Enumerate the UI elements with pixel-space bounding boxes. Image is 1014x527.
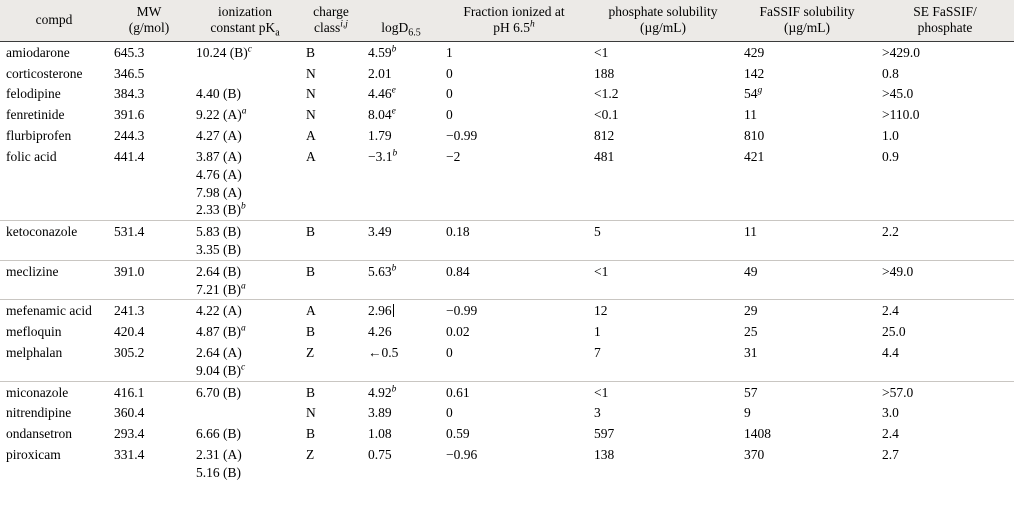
cell-logd: 1.08 — [368, 426, 392, 442]
cell-se-ratio: 2.4 — [882, 426, 899, 442]
pka-value: 3.35 (B) — [196, 241, 241, 257]
cell-charge-class: B — [300, 260, 362, 300]
table-row — [0, 63, 1014, 84]
footnote-marker: b — [241, 201, 246, 212]
cell-logd: 4.46e — [368, 85, 396, 102]
footnote-marker: c — [241, 362, 246, 373]
cell-fassif-solubility: 9 — [744, 405, 751, 421]
cell-logd: 8.04e — [368, 106, 396, 123]
cell-fassif-solubility: 11 — [744, 107, 757, 123]
table-row — [0, 321, 1014, 342]
cell-phosphate-solubility: 1 — [594, 324, 601, 340]
cell-fraction-ionized: 0 — [446, 405, 453, 421]
pka-value: 4.22 (A) — [196, 303, 242, 319]
cell-molecular-weight: 244.3 — [114, 128, 145, 144]
footnote-marker: a — [241, 106, 247, 117]
cell-fraction-ionized: 0 — [446, 65, 453, 81]
cell-fassif-solubility: 1408 — [744, 426, 771, 442]
cell-logd: 0.75 — [368, 447, 392, 463]
cell-molecular-weight: 241.3 — [114, 303, 145, 319]
cell-pka — [190, 300, 300, 321]
cell-fassif-solubility: 142 — [744, 65, 765, 81]
cell-compound-name: flurbiprofen — [6, 128, 72, 144]
table-header — [0, 0, 1014, 41]
cell-charge-class: N — [306, 65, 316, 81]
cell-compound-name: piroxicam — [6, 447, 61, 463]
cell-fraction-ionized: 0 — [440, 342, 588, 381]
cell-logd: 4.59$^b$ — [368, 44, 397, 60]
cell-logd: 1.79 — [368, 128, 392, 144]
cell-charge-class: A — [300, 146, 362, 221]
pka-value: 6.66 (B) — [196, 426, 241, 442]
header-charge-class: charge class$^{i,j}$ — [300, 0, 362, 41]
cell-logd: −3.1$^b$ — [362, 146, 440, 221]
header-logd: logD$_{6.5}$ — [362, 0, 440, 41]
table-row — [0, 221, 1014, 261]
cell-pka — [190, 444, 300, 483]
cell-fraction-ionized: 0.02 — [446, 324, 470, 340]
cell-fassif-solubility: 11 — [738, 221, 876, 261]
cell-se-ratio: 2.2 — [876, 221, 1014, 261]
cell-compound-name: nitrendipine — [6, 405, 72, 421]
pka-value: 2.33 $(B)^b$ — [196, 201, 246, 218]
cell-phosphate-solubility: 7 — [588, 342, 738, 381]
cell-fraction-ionized: 0.84 — [440, 260, 588, 300]
table-row — [0, 146, 1014, 221]
cell-charge-class: B — [306, 44, 316, 60]
cell-phosphate-solubility: <1 — [594, 44, 609, 60]
pka-value: 9.22 $(A)^a$ — [196, 106, 247, 123]
cell-phosphate-solubility: 812 — [594, 128, 615, 144]
cell-fassif-solubility: 429 — [744, 44, 765, 60]
cell-pka — [190, 63, 300, 84]
cell-molecular-weight: 384.3 — [114, 86, 145, 102]
cell-charge-class: N — [306, 405, 316, 421]
table-body — [0, 41, 1014, 482]
cell-se-ratio: >57.0 — [882, 384, 914, 400]
cell-fraction-ionized: 1 — [446, 44, 453, 60]
cell-logd: 5.63$^b$ — [362, 260, 440, 300]
pka-value: 5.16 (B) — [196, 464, 241, 480]
cell-molecular-weight: 293.4 — [114, 426, 145, 442]
cell-charge-class: A — [306, 303, 316, 319]
table-row — [0, 83, 1014, 104]
text-cursor — [393, 304, 394, 317]
cell-se-ratio: 0.9 — [876, 146, 1014, 221]
cell-fassif-solubility: 31 — [738, 342, 876, 381]
cell-compound-name: mefenamic acid — [6, 303, 92, 319]
cell-molecular-weight: 360.4 — [114, 405, 145, 421]
cell-fraction-ionized: 0.61 — [446, 384, 470, 400]
cell-fassif-solubility: 57 — [744, 384, 758, 400]
cell-se-ratio: >429.0 — [882, 44, 920, 60]
cell-compound-name: miconazole — [6, 384, 69, 400]
cell-pka — [190, 402, 300, 423]
cell-molecular-weight: 391.6 — [114, 107, 145, 123]
pka-value: 5.83 (B) — [196, 224, 241, 240]
cell-pka — [190, 221, 300, 261]
pka-value: 7.21 $(B)^a$ — [196, 281, 246, 297]
table-row — [0, 260, 1014, 300]
cell-logd: 3.89 — [368, 405, 392, 421]
cell-charge-class: Z — [300, 342, 362, 381]
cell-compound-name: ondansetron — [6, 426, 72, 442]
cell-pka — [190, 423, 300, 444]
pka-value: 7.98 (A) — [196, 184, 242, 200]
cell-molecular-weight: 416.1 — [114, 384, 145, 400]
cell-charge-class: Z — [306, 447, 315, 463]
cell-phosphate-solubility: <0.1 — [594, 107, 619, 123]
pka-value: 4.27 (A) — [196, 128, 242, 144]
footnote-marker: a — [241, 281, 246, 292]
pka-value: 2.64 (A) — [196, 345, 242, 361]
cell-compound-name: amiodarone — [6, 44, 70, 60]
cell-phosphate-solubility: 188 — [594, 65, 615, 81]
cell-pka — [190, 342, 300, 381]
cell-pka — [190, 321, 300, 342]
cell-pka — [190, 146, 300, 221]
cell-molecular-weight: 645.3 — [114, 44, 145, 60]
table-row — [0, 342, 1014, 381]
cell-phosphate-solubility: 597 — [594, 426, 615, 442]
cell-logd: 4.92$^b$ — [368, 384, 397, 400]
header-fraction-ionized: Fraction ionized at pH 6.5$^h$ — [440, 0, 588, 41]
header-se-ratio: SE FaSSIF/ phosphate — [876, 0, 1014, 41]
cell-fassif-solubility: 421 — [738, 146, 876, 221]
table-row — [0, 104, 1014, 125]
cell-se-ratio: >110.0 — [882, 107, 920, 123]
table-row — [0, 423, 1014, 444]
cell-se-ratio: 0.8 — [882, 65, 899, 81]
cell-molecular-weight: 441.4 — [108, 146, 190, 221]
pka-value: 9.04 $(B)^c$ — [196, 362, 246, 378]
cell-molecular-weight: 305.2 — [108, 342, 190, 381]
header-fassif-solubility: FaSSIF solubility (µg/mL) — [738, 0, 876, 41]
cell-fassif-solubility: 810 — [744, 128, 765, 144]
cell-se-ratio: 4.4 — [876, 342, 1014, 381]
cell-molecular-weight: 531.4 — [108, 221, 190, 261]
footnote-marker: b — [392, 148, 398, 159]
cell-pka — [190, 41, 300, 62]
cell-se-ratio: 2.4 — [882, 303, 899, 319]
footnote-marker: b — [391, 44, 397, 55]
cell-logd: 2.96 — [368, 303, 392, 319]
cell-se-ratio: 1.0 — [882, 128, 899, 144]
cell-fraction-ionized: −0.99 — [446, 128, 478, 144]
footnote-marker: b — [391, 384, 397, 395]
cell-fraction-ionized: 0 — [446, 107, 453, 123]
cell-se-ratio: 3.0 — [882, 405, 899, 421]
cell-fraction-ionized: −0.96 — [446, 447, 478, 463]
pka-value: 4.76 (A) — [196, 166, 242, 182]
table-row — [0, 125, 1014, 146]
cell-se-ratio: 25.0 — [882, 324, 906, 340]
cell-charge-class: B — [306, 384, 316, 400]
table-row — [0, 402, 1014, 423]
cell-fraction-ionized: 0.59 — [446, 426, 470, 442]
pka-value: 4.87 $(B)^a$ — [196, 323, 246, 340]
cell-phosphate-solubility: 3 — [594, 405, 601, 421]
header-row — [0, 0, 1014, 41]
cell-compound-name: ketoconazole — [0, 221, 108, 261]
cell-phosphate-solubility: 481 — [588, 146, 738, 221]
cell-fraction-ionized: −2 — [440, 146, 588, 221]
cell-compound-name: fenretinide — [6, 107, 65, 123]
cell-charge-class: B — [300, 221, 362, 261]
cell-compound-name: felodipine — [6, 86, 61, 102]
table-row — [0, 381, 1014, 402]
table-row — [0, 300, 1014, 321]
table-row — [0, 41, 1014, 62]
cell-fraction-ionized: 0.18 — [440, 221, 588, 261]
cell-se-ratio: 2.7 — [882, 447, 899, 463]
pka-value: 3.87 (A) — [196, 148, 242, 164]
header-compd: compd — [0, 0, 108, 41]
cell-phosphate-solubility: <1 — [588, 260, 738, 300]
pka-value: 2.31 (A) — [196, 447, 242, 463]
cell-fassif-solubility: 370 — [744, 447, 765, 463]
cell-charge-class: N — [306, 86, 316, 102]
cell-charge-class: B — [306, 426, 316, 442]
footnote-marker: a — [241, 323, 246, 334]
cell-fassif-solubility: 49 — [738, 260, 876, 300]
footnote-marker: g — [757, 85, 763, 96]
cell-logd: 3.49 — [362, 221, 440, 261]
cell-phosphate-solubility: 138 — [594, 447, 615, 463]
cell-se-ratio: >45.0 — [882, 86, 914, 102]
cell-se-ratio: >49.0 — [876, 260, 1014, 300]
cell-logd: 2.01 — [368, 65, 392, 81]
cell-pka — [190, 260, 300, 300]
cell-phosphate-solubility: 5 — [588, 221, 738, 261]
footnote-marker: c — [247, 44, 252, 55]
footnote-marker: b — [391, 263, 397, 274]
cell-fassif-solubility: 25 — [744, 324, 758, 340]
cell-charge-class: B — [306, 324, 316, 340]
cell-phosphate-solubility: <1.2 — [594, 86, 619, 102]
cell-fraction-ionized: −0.99 — [446, 303, 478, 319]
cell-compound-name: corticosterone — [6, 65, 83, 81]
cell-fassif-solubility: 54$^g$ — [744, 85, 763, 102]
cell-molecular-weight: 391.0 — [108, 260, 190, 300]
cell-charge-class: A — [306, 128, 316, 144]
cell-phosphate-solubility: 12 — [594, 303, 608, 319]
cell-molecular-weight: 331.4 — [114, 447, 145, 463]
cell-pka — [190, 104, 300, 125]
footnote-marker: e — [391, 106, 396, 117]
cell-molecular-weight: 346.5 — [114, 65, 145, 81]
pka-value: 10.24 $(B)^c$ — [196, 44, 252, 60]
cell-molecular-weight: 420.4 — [114, 324, 145, 340]
cell-pka — [190, 83, 300, 104]
cell-logd: 4.26 — [368, 324, 392, 340]
cell-fraction-ionized: 0 — [446, 86, 453, 102]
header-pka: ionization constant $pK_a$ — [190, 0, 300, 41]
cell-compound-name: folic acid — [0, 146, 108, 221]
cell-charge-class: N — [306, 107, 316, 123]
pka-value: 6.70 (B) — [196, 384, 241, 400]
pka-value: 4.40 (B) — [196, 86, 241, 102]
cell-logd: ←0.5 — [362, 342, 440, 381]
footnote-marker: e — [391, 85, 396, 96]
cell-compound-name: mefloquin — [6, 324, 62, 340]
cell-compound-name: meclizine — [0, 260, 108, 300]
cell-pka — [190, 381, 300, 402]
header-mw: MW (g/mol) — [108, 0, 190, 41]
cell-fassif-solubility: 29 — [744, 303, 758, 319]
cell-pka — [190, 125, 300, 146]
cell-phosphate-solubility: <1 — [594, 384, 609, 400]
table-row — [0, 444, 1014, 483]
pka-value: 2.64 (B) — [196, 263, 241, 279]
header-phosphate-solubility: phosphate solubility (µg/mL) — [588, 0, 738, 41]
cell-compound-name: melphalan — [0, 342, 108, 381]
